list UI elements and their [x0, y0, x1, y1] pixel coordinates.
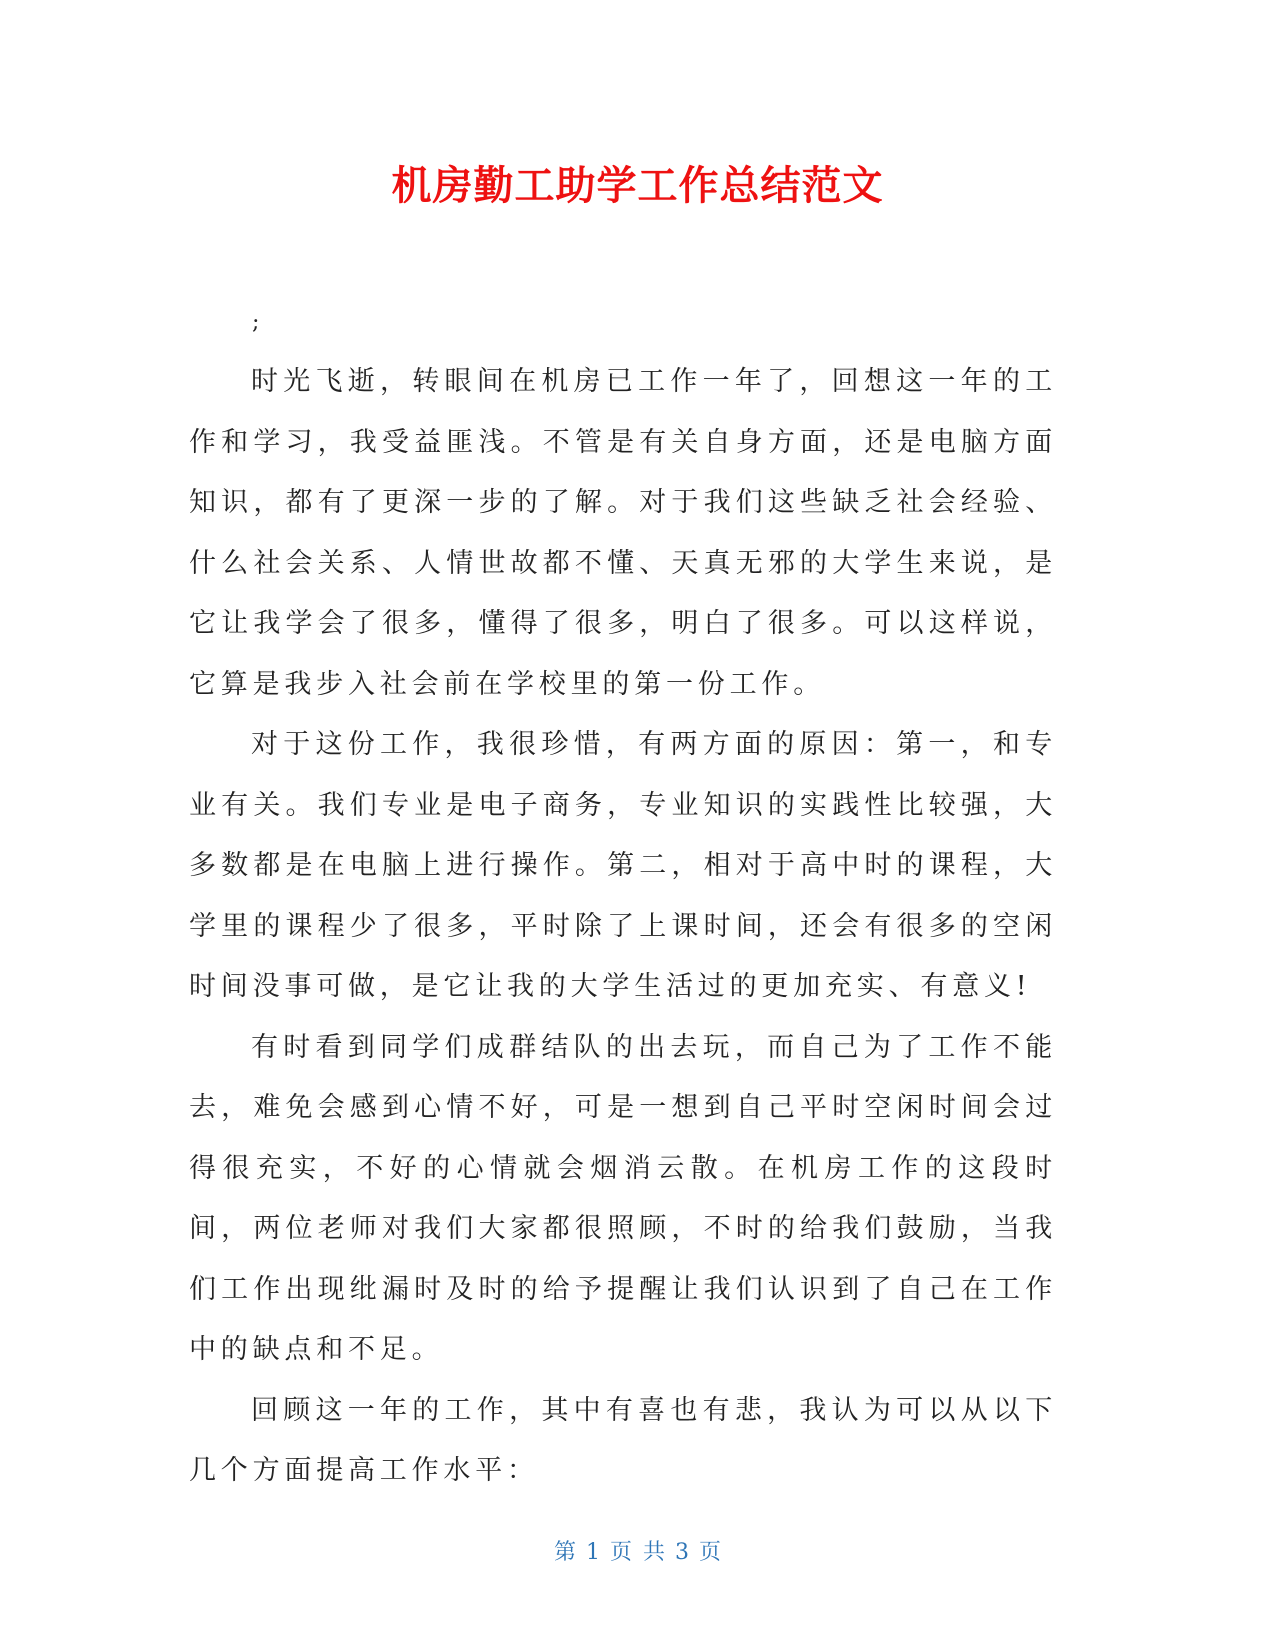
current-page-number: 1	[586, 1540, 600, 1565]
paragraph: 有时看到同学们成群结队的出去玩，而自己为了工作不能去，难免会感到心情不好，可是一想到自己平时空闲时间会过得很充实，不好的心情就会烟消云散。在机房工作的这段时间，两位老师对我们大家都很照顾，不时的给我们鼓励，当我们工作出现纰漏时及时的给予提醒让我们认识到了自己在工作中的缺点和不足。	[189, 1031, 1057, 1365]
total-pages-number: 3	[675, 1540, 689, 1565]
leading-mark: ;	[252, 310, 260, 335]
footer-mid: 页 共	[610, 1540, 665, 1565]
footer-suffix: 页	[699, 1540, 722, 1565]
paragraph: 对于这份工作，我很珍惜，有两方面的原因：第一，和专业有关。我们专业是电子商务，专业知识的实践性比较强，大多数都是在电脑上进行操作。第二，相对于高中时的课程，大学里的课程少了很多，平时除了上课时间，还会有很多的空闲时间没事可做，是它让我的大学生活过的更加充实、有意义!	[189, 729, 1057, 1002]
footer-prefix: 第	[553, 1540, 576, 1565]
page-footer	[0, 1538, 1275, 1568]
document-body	[189, 352, 1057, 1502]
paragraph: 时光飞逝，转眼间在机房已工作一年了，回想这一年的工作和学习，我受益匪浅。不管是有关自身方面，还是电脑方面知识，都有了更深一步的了解。对于我们这些缺乏社会经验、什么社会关系、人情世故都不懂、天真无邪的大学生来说，是它让我学会了很多，懂得了很多，明白了很多。可以这样说，它算是我步入社会前在学校里的第一份工作。	[189, 366, 1057, 700]
page-title: 机房勤工助学工作总结范文	[391, 163, 884, 209]
paragraph: 回顾这一年的工作，其中有喜也有悲，我认为可以从以下几个方面提高工作水平：	[189, 1394, 1057, 1486]
